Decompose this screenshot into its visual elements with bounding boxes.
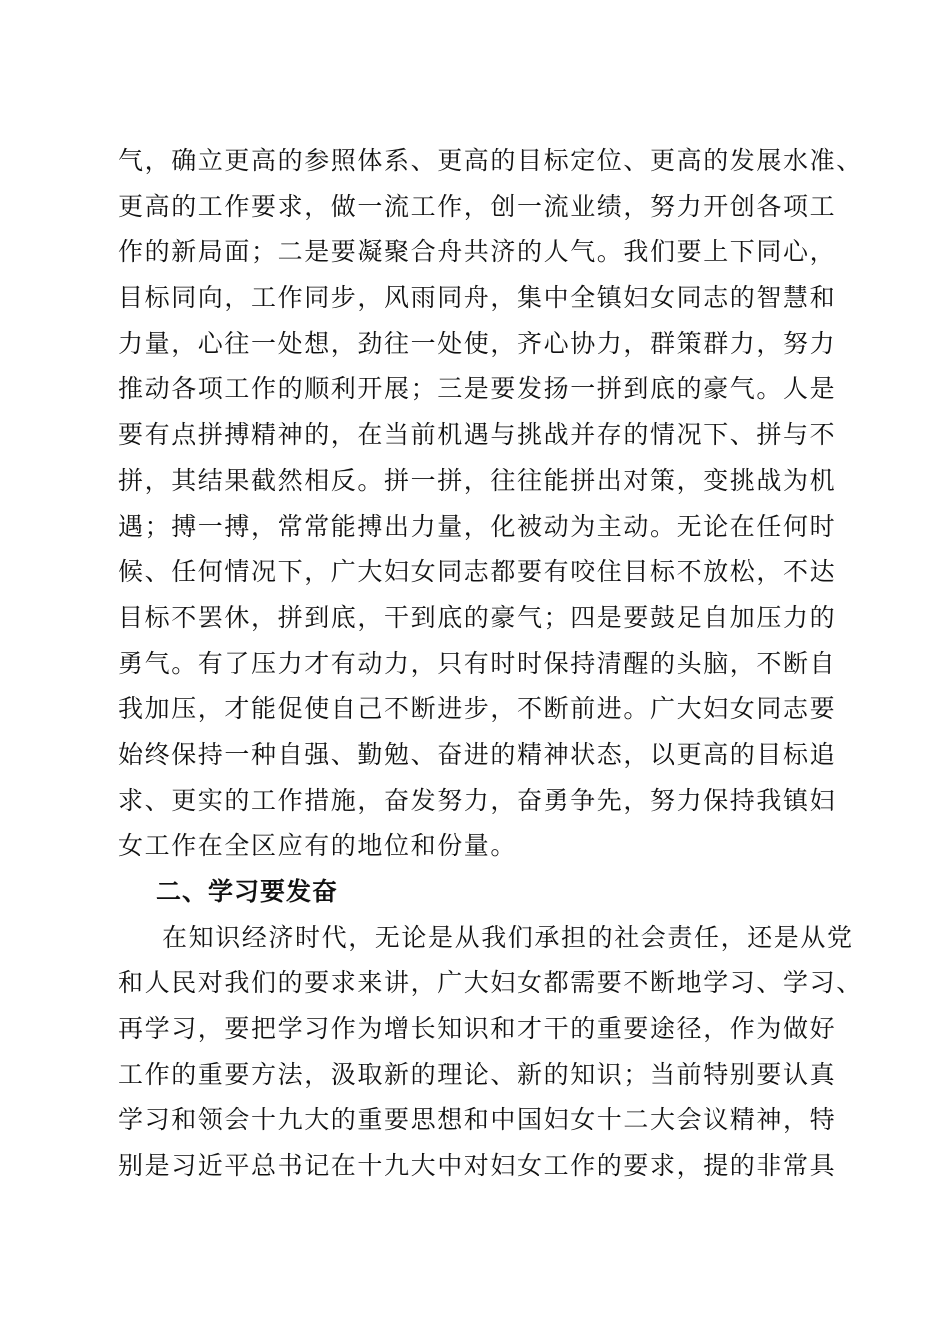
paragraph-2 <box>118 915 863 1189</box>
text-line: 遇；搏一搏，常常能搏出力量，化被动为主动。无论在任何时 <box>118 511 837 541</box>
paragraph-1 <box>118 138 863 869</box>
text-line: 和人民对我们的要求来讲，广大妇女都需要不断地学习、学习、 <box>118 968 863 998</box>
text-line: 求、更实的工作措施，奋发努力，奋勇争先，努力保持我镇妇 <box>118 785 837 815</box>
text-line: 目标不罢休，拼到底，干到底的豪气；四是要鼓足自加压力的 <box>118 602 837 632</box>
text-line: 我加压，才能促使自己不断进步，不断前进。广大妇女同志要 <box>118 694 837 724</box>
text-line: 别是习近平总书记在十九大中对妇女工作的要求，提的非常具 <box>118 1151 837 1181</box>
text-line: 候、任何情况下，广大妇女同志都要有咬住目标不放松，不达 <box>118 557 837 587</box>
text-line: 学习和领会十九大的重要思想和中国妇女十二大会议精神，特 <box>118 1105 837 1135</box>
text-line: 目标同向，工作同步，风雨同舟，集中全镇妇女同志的智慧和 <box>118 283 837 313</box>
text-line: 推动各项工作的顺利开展；三是要发扬一拼到底的豪气。人是 <box>118 374 837 404</box>
text-line: 力量，心往一处想，劲往一处使，齐心协力，群策群力，努力 <box>118 328 837 358</box>
section-heading: 二、学习要发奋 <box>156 877 339 906</box>
text-line: 气，确立更高的参照体系、更高的目标定位、更高的发展水准、 <box>118 146 863 175</box>
text-line: 拼，其结果截然相反。拼一拼，往往能拼出对策，变挑战为机 <box>118 465 837 495</box>
text-line: 勇气。有了压力才有动力，只有时时保持清醒的头脑，不断自 <box>118 648 837 678</box>
text-line: 要有点拼搏精神的，在当前机遇与挑战并存的情况下、拼与不 <box>118 420 837 450</box>
text-line: 工作的重要方法，汲取新的理论、新的知识；当前特别要认真 <box>118 1059 837 1089</box>
text-line: 始终保持一种自强、勤勉、奋进的精神状态，以更高的目标追 <box>118 739 837 769</box>
text-line: 作的新局面；二是要凝聚合舟共济的人气。我们要上下同心， <box>118 237 837 267</box>
text-line: 再学习，要把学习作为增长知识和才干的重要途径，作为做好 <box>118 1014 837 1044</box>
text-line: 女工作在全区应有的地位和份量。 <box>118 831 518 861</box>
text-line: 更高的工作要求，做一流工作，创一流业绩，努力开创各项工 <box>118 191 837 221</box>
text-line: 在知识经济时代，无论是从我们承担的社会责任，还是从党 <box>162 922 854 952</box>
document-body <box>118 138 863 1189</box>
